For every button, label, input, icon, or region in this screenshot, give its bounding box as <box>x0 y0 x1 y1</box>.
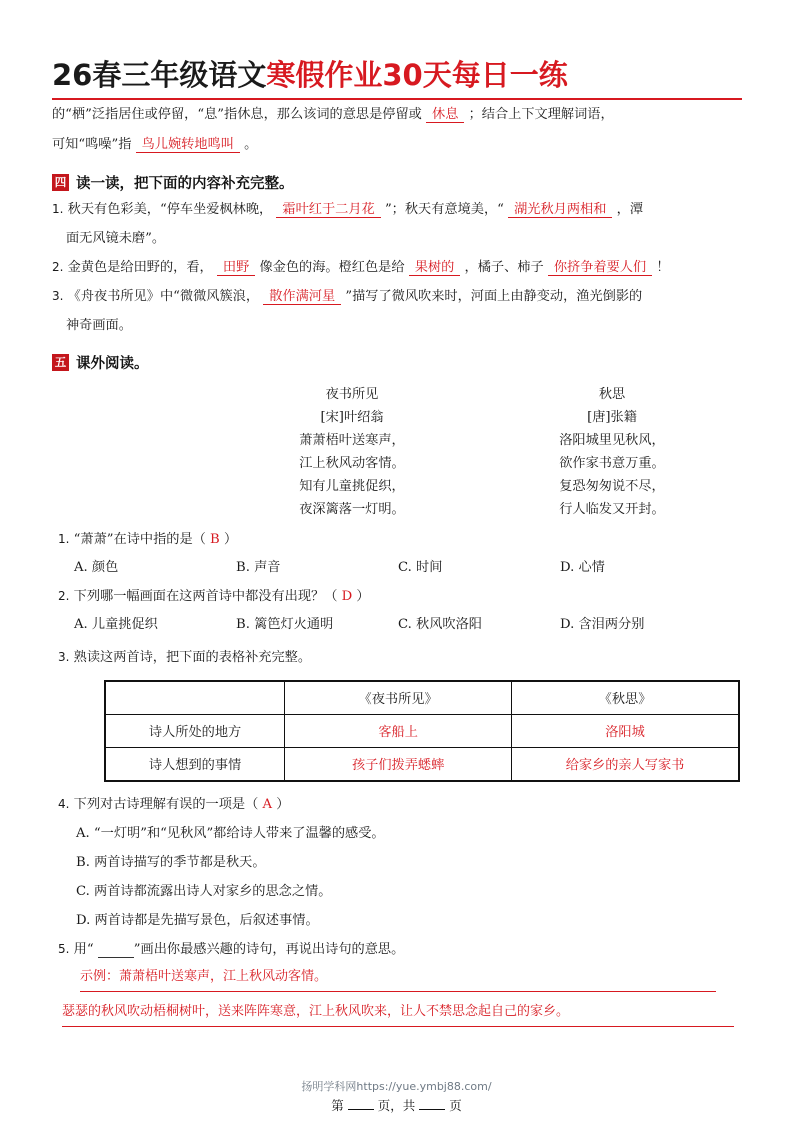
question-5-answer-meaning: 瑟瑟的秋风吹动梧桐树叶，送来阵阵寒意，江上秋风吹来，让人不禁思念起自己的家乡。 <box>62 1003 570 1019</box>
choice-b[interactable]: B. 声音 <box>236 559 281 575</box>
page-footer <box>0 1096 793 1114</box>
question-text-a: 下列哪一幅画面在这两首诗中都没有出现？（ <box>73 588 338 604</box>
poem-right-line-2: 欲作家书意万重。 <box>559 455 665 471</box>
question-text-a: 《舟夜书所见》中“微微风簇浪， <box>67 288 260 304</box>
table-header-blank <box>106 681 285 714</box>
section-5-question-1 <box>58 525 742 554</box>
question-3-answer-1: 散作满河星 <box>263 289 341 305</box>
question-5-answer-line-1 <box>80 964 716 992</box>
table-row <box>106 714 739 747</box>
section-5-title: 课外阅读。 <box>76 355 149 372</box>
page-title-part1: 26春三年级语文 <box>52 58 267 92</box>
option-a-label: A. “一灯明”和“见秋风”都给诗人带来了温馨的感受。 <box>76 825 385 841</box>
poems-container <box>52 383 742 521</box>
poem-right-author: [唐]张籍 <box>587 409 637 425</box>
section-4-question-3 <box>52 282 742 311</box>
choice-a[interactable]: A. 儿童挑促织 <box>74 616 158 632</box>
choice-d[interactable]: D. 心情 <box>560 559 605 575</box>
question-text-d: ！ <box>656 259 670 275</box>
intro-line-2 <box>52 130 742 160</box>
intro-line-2-a: 可知“鸣噪”指 <box>52 136 132 152</box>
question-text-b: ） <box>356 588 370 604</box>
section-5-question-5 <box>58 935 742 964</box>
question-text-a: 用“ <box>73 941 94 957</box>
question-text-a: 金黄色是给田野的，看， <box>67 259 213 275</box>
section-4-question-1-cont <box>66 224 742 253</box>
question-1-answer-1: 霜叶红于二月花 <box>276 202 380 218</box>
section-5-header <box>52 352 742 373</box>
section-4-question-1 <box>52 195 742 224</box>
option-b-label: B. 两首诗描写的季节都是秋天。 <box>76 854 266 870</box>
section-4-title: 读一读，把下面的内容补充完整。 <box>76 175 294 192</box>
question-number: 3. <box>52 288 64 303</box>
question-5-answer-line-2 <box>62 999 734 1027</box>
question-text-b: ”描写了微风吹来时，河面上由静变动，渔光倒影的 <box>345 288 643 304</box>
poem-left-line-1: 萧萧梧叶送寒声， <box>299 432 405 448</box>
poem-right-line-1: 洛阳城里见秋风， <box>559 432 665 448</box>
question-text-a: 秋天有色彩美，“停车坐爱枫林晚， <box>67 201 273 217</box>
section-5-question-4-option-c[interactable] <box>76 877 742 906</box>
table-row-label: 诗人想到的事情 <box>106 747 285 780</box>
poem-right <box>482 383 742 521</box>
question-1-answer: B <box>210 531 220 547</box>
question-2-answer: D <box>341 588 353 604</box>
section-4-header <box>52 172 742 193</box>
choice-a[interactable]: A. 颜色 <box>74 559 119 575</box>
question-text: 熟读这两首诗，把下面的表格补充完整。 <box>73 649 312 665</box>
section-4-question-3-cont <box>66 311 742 340</box>
question-number: 5. <box>58 941 70 956</box>
section-5-number: 五 <box>52 354 69 371</box>
poem-left <box>222 383 482 521</box>
question-text-c: ，橘子、柿子 <box>464 259 544 275</box>
intro-line-1 <box>52 100 742 130</box>
question-number: 2. <box>52 259 64 274</box>
footer-total-blank <box>419 1109 445 1110</box>
question-text-b: 像金色的海。橙红色是给 <box>259 259 405 275</box>
choice-d[interactable]: D. 含泪两分别 <box>560 616 645 632</box>
footer-page-blank <box>348 1109 374 1110</box>
section-5-question-1-choices <box>74 554 742 582</box>
section-5-question-4 <box>58 790 742 819</box>
option-c-label: C. 两首诗都流露出诗人对家乡的思念之情。 <box>76 883 332 899</box>
question-text-a: “萧萧”在诗中指的是（ <box>73 531 206 547</box>
watermark: 扬明学科网https://yue.ymbj88.com/ <box>301 1080 492 1093</box>
worksheet-content <box>52 60 742 1027</box>
section-4-question-2 <box>52 253 742 282</box>
question-text-b: ”画出你最感兴趣的诗句，再说出诗句的意思。 <box>133 941 405 957</box>
poem-left-author: [宋]叶绍翁 <box>320 409 384 425</box>
question-5-answer-example: 示例：萧萧梧叶送寒声，江上秋风动客情。 <box>80 968 328 984</box>
poem-left-line-2: 江上秋风动客情。 <box>299 455 405 471</box>
question-number: 1. <box>58 531 70 546</box>
question-number: 1. <box>52 201 64 216</box>
poem-left-line-4: 夜深篱落一灯明。 <box>299 501 405 517</box>
intro-line-2-b: 。 <box>244 136 258 152</box>
page-title-part2: 寒假作业30天每日一练 <box>266 58 568 92</box>
intro-line-1-answer: 休息 <box>426 107 464 123</box>
option-d-label: D. 两首诗都是先描写景色，后叙述事情。 <box>76 912 319 928</box>
section-5-question-4-option-a[interactable] <box>76 819 742 848</box>
intro-line-1-b: ；结合上下文理解词语， <box>468 106 614 122</box>
section-5-question-2-choices <box>74 611 742 639</box>
poem-right-title: 秋思 <box>598 386 626 402</box>
table-row <box>106 747 739 780</box>
poem-right-line-3: 复恐匆匆说不尽， <box>559 478 665 494</box>
poem-left-title: 夜书所见 <box>325 386 379 402</box>
question-text-b: ） <box>276 796 290 812</box>
table-header-poem-1: 《夜书所见》 <box>285 681 512 714</box>
question-1-answer-2: 湖光秋月两相和 <box>508 202 612 218</box>
question-number: 3. <box>58 649 70 664</box>
question-2-answer-2: 果树的 <box>409 260 461 276</box>
question-number: 4. <box>58 796 70 811</box>
question-text-b: ） <box>223 531 238 547</box>
choice-b[interactable]: B. 篱笆灯火通明 <box>236 616 334 632</box>
question-4-answer: A <box>262 796 273 812</box>
table-row-label: 诗人所处的地方 <box>106 714 285 747</box>
section-4-number: 四 <box>52 174 69 191</box>
question-text-c: ，潭 <box>616 201 644 217</box>
section-5-question-4-option-b[interactable] <box>76 848 742 877</box>
poem-right-line-4: 行人临发又开封。 <box>559 501 665 517</box>
footer-suffix: 页 <box>449 1098 462 1113</box>
choice-c[interactable]: C. 秋风吹洛阳 <box>398 616 482 632</box>
page-title <box>52 60 742 96</box>
section-5-question-3 <box>58 643 742 672</box>
footer-mid: 页，共 <box>377 1098 416 1113</box>
table-header-row <box>106 681 739 714</box>
question-number: 2. <box>58 588 70 603</box>
question-2-answer-1: 田野 <box>217 260 255 276</box>
table-cell-answer: 客船上 <box>285 714 512 747</box>
table-cell-answer: 给家乡的亲人写家书 <box>512 747 739 780</box>
section-5-question-4-option-d[interactable] <box>76 906 742 935</box>
question-text-c: 神奇画面。 <box>66 317 132 333</box>
choice-c[interactable]: C. 时间 <box>398 559 443 575</box>
table-cell-answer: 洛阳城 <box>512 714 739 747</box>
poem-left-line-3: 知有儿童挑促织， <box>299 478 405 494</box>
footer-prefix: 第 <box>331 1098 344 1113</box>
table-header-poem-2: 《秋思》 <box>512 681 739 714</box>
section-5-question-2 <box>58 582 742 611</box>
question-text-d: 面无风镜未磨”。 <box>66 230 166 246</box>
question-2-answer-3: 你挤争着要人们 <box>548 260 652 276</box>
poem-comparison-table <box>104 680 740 782</box>
blank-underline <box>98 942 134 958</box>
question-text-b: ”；秋天有意境美，“ <box>384 201 504 217</box>
question-text-a: 下列对古诗理解有误的一项是（ <box>73 796 259 812</box>
intro-line-2-answer: 鸟儿婉转地鸣叫 <box>136 137 240 153</box>
intro-line-1-a: 的“栖”泛指居住或停留，“息”指休息，那么该词的意思是停留或 <box>52 106 422 122</box>
table-cell-answer: 孩子们拨弄蟋蟀 <box>285 747 512 780</box>
